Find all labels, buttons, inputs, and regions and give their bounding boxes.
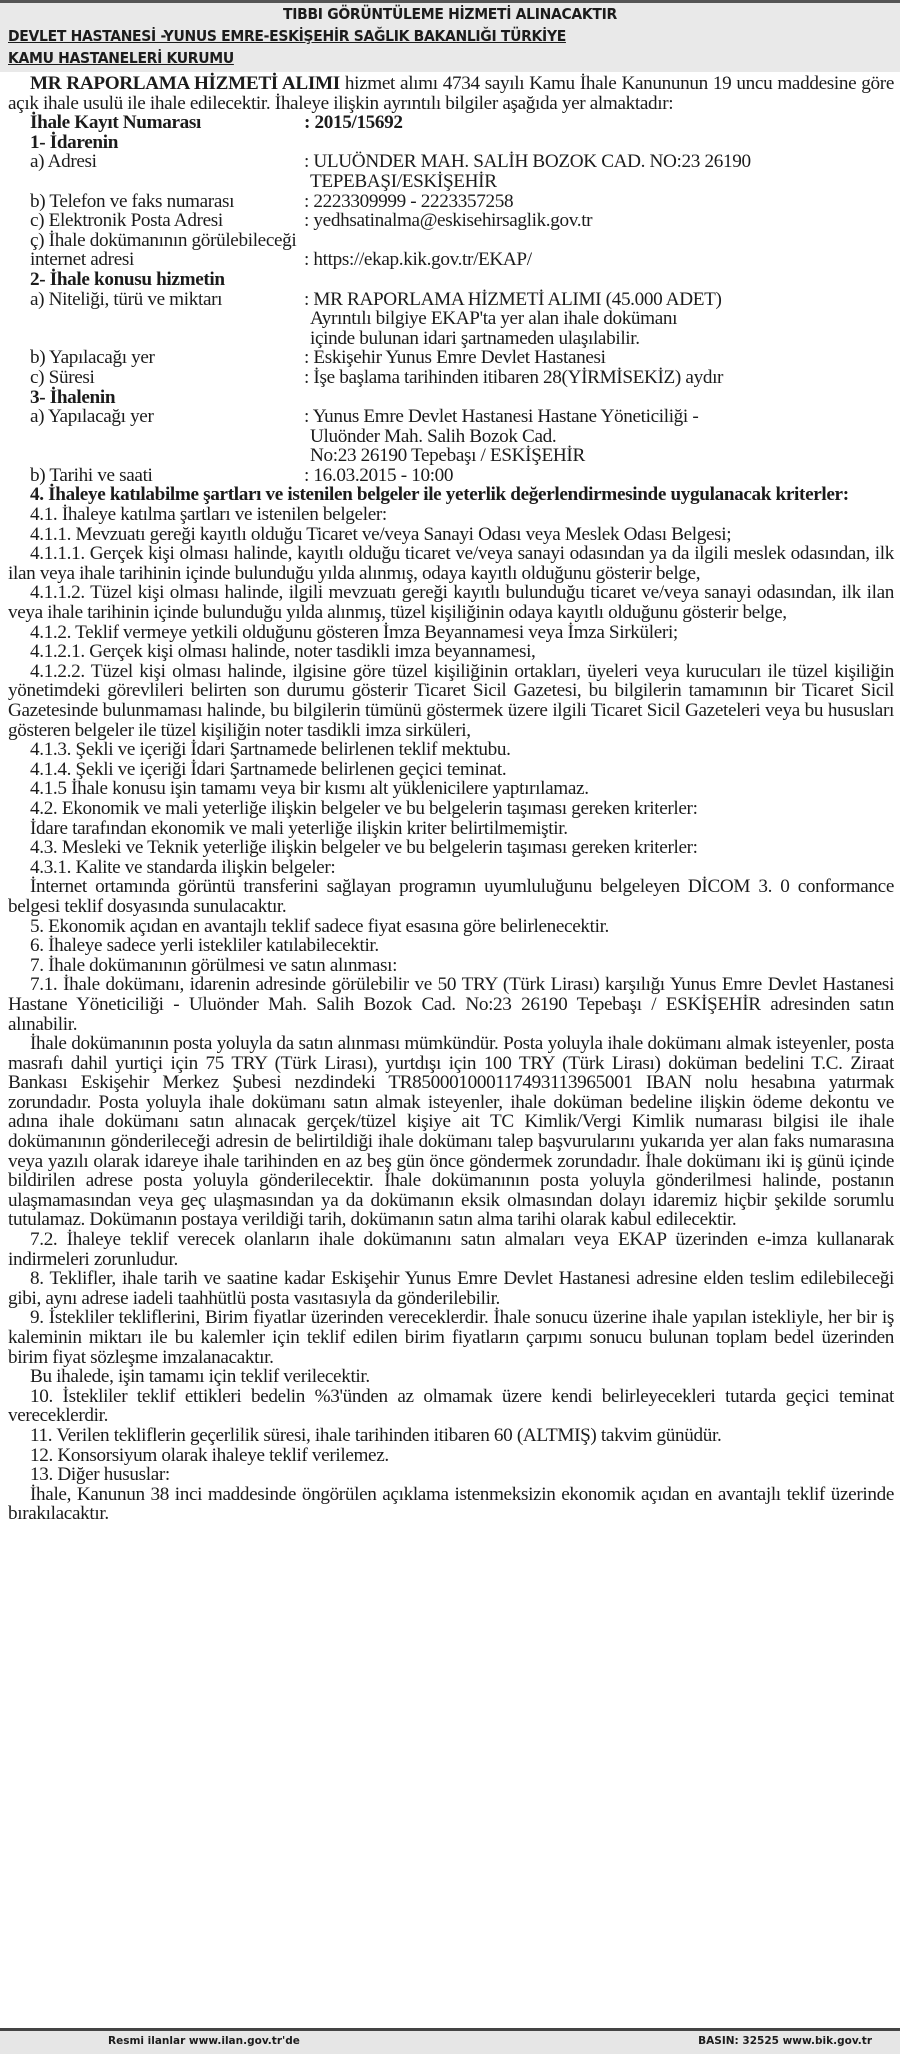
s2-label: c) Süresi (30, 366, 95, 388)
clause-paragraph: 4.1.1.1. Gerçek kişi olması halinde, kayıtlı olduğu ticaret ve/veya sanayi odasından ya da ilgili meslek odasından, ilk ilan veya ihale tarihinin içinde bulunduğu yılda alınmış, odaya kayıtlı olduğunu gösterir belge, (8, 543, 894, 584)
clause-paragraph: 4.1.4. Şekli ve içeriği İdari Şartnamede belirlenen geçici teminat. (30, 758, 507, 780)
intro-bold: MR RAPORLAMA HİZMETİ ALIMI (30, 73, 340, 94)
s1-value: : ULUÖNDER MAH. SALİH BOZOK CAD. NO:23 26190 TEPEBAŞI/ESKİŞEHİR (304, 151, 751, 192)
s3-value: : Yunus Emre Devlet Hastanesi Hastane Yöneticiliği - Uluönder Mah. Salih Bozok Cad. No:23 26190 Tepebaşı / ESKİŞEHİR (304, 406, 699, 467)
clause-paragraph: 8. Teklifler, ihale tarih ve saatine kadar Eskişehir Yunus Emre Devlet Hastanesi adresine elden teslim edilebileceği gibi, aynı adrese iadeli taahhütlü posta vasıtasıyla da gönderilebilir. (8, 1268, 894, 1309)
clause-paragraph: 4.1. İhaleye katılma şartları ve istenilen belgeler: (30, 504, 387, 526)
clause-paragraph: 9. İstekliler tekliflerini, Birim fiyatlar üzerinden vereceklerdir. İhale sonucu üzerine ihale yapılan istekliyle, her bir iş kaleminin miktarı ile bu kalemler için teklif edilen birim fiyatların çarpımı sonucu bulunan toplam bedel üzerinden birim fiyat sözleşme imzalanacaktır. (8, 1307, 894, 1368)
clause-paragraph: 4.1.2. Teklif vermeye yetkili olduğunu gösteren İmza Beyannamesi veya İmza Sirküleri; (30, 621, 678, 643)
s2-label: a) Niteliği, türü ve miktarı (30, 288, 223, 310)
clause-paragraph: 4.1.1. Mevzuatı gereği kayıtlı olduğu Ticaret ve/veya Sanayi Odası veya Meslek Odası Belgesi; (30, 523, 732, 545)
intro-text: hizmet alımı 4734 sayılı Kamu İhale Kanununun 19 uncu maddesine göre açık ihale usulü ile ihale edilecektir. İhaleye ilişkin ayrıntılı bilgiler aşağıda yer almaktadır: (8, 73, 894, 114)
clause-paragraph: 4.1.1.2. Tüzel kişi olması halinde, ilgili mevzuatı gereği kayıtlı bulunduğu ticaret ve/veya sanayi odasından, ilk ilan veya ihale tarihinin içinde bulunduğu yılda alınmış, tüzel kişiliğinin odaya kayıtlı olduğunu gösterir belge, (8, 582, 894, 624)
ekap-link[interactable]: : https://ekap.kik.gov.tr/EKAP/ (304, 249, 532, 271)
s2-value: : İşe başlama tarihinden itibaren 28(YİRMİSEKİZ) aydır (304, 366, 724, 388)
clause-paragraph: 7. İhale dokümanının görülmesi ve satın alınması: (30, 954, 398, 976)
s1-row (8, 192, 894, 212)
s1-label: c) Elektronik Posta Adresi (30, 210, 223, 232)
tender-number-row (8, 113, 894, 133)
clause-paragraph: 4.3.1. Kalite ve standarda ilişkin belgeler: (30, 856, 336, 878)
s1-label: ç) İhale dokümanının görülebileceği (30, 229, 297, 251)
institution-line-2: KAMU HASTANELERİ KURUMU (8, 49, 234, 67)
paragraph-list (8, 505, 894, 1524)
clause-paragraph: 6. İhaleye sadece yerli istekliler katılabilecektir. (30, 935, 379, 957)
clause-paragraph: 5. Ekonomik açıdan en avantajlı teklif sadece fiyat esasına göre belirlenecektir. (30, 915, 610, 937)
footer-bar (0, 2028, 900, 2054)
footer-ilan-link[interactable]: Resmi ilanlar www.ilan.gov.tr'de (108, 2035, 300, 2047)
institution-line-1: DEVLET HASTANESİ -YUNUS EMRE-ESKİŞEHİR SAĞLIK BAKANLIĞI TÜRKİYE (8, 27, 566, 45)
clause-paragraph: 11. Verilen tekliflerin geçerlilik süresi, ihale tarihinden itibaren 60 (ALTMIŞ) takvim günüdür. (30, 1424, 722, 1446)
clause-paragraph: 12. Konsorsiyum olarak ihaleye teklif verilemez. (30, 1444, 389, 1466)
s2-value: : MR RAPORLAMA HİZMETİ ALIMI (45.000 ADET) Ayrıntılı bilgiye EKAP'ta yer alan ihale dokümanı içinde bulunan idari şartnameden ulaşılabilir. (304, 288, 722, 349)
s2-label: b) Yapılacağı yer (30, 347, 155, 369)
tender-number-value: : 2015/15692 (304, 112, 403, 134)
notice-title: TIBBI GÖRÜNTÜLEME HİZMETİ ALINACAKTIR (283, 5, 617, 23)
clause-paragraph: Bu ihalede, işin tamamı için teklif verilecektir. (30, 1366, 370, 1388)
clause-paragraph: 4.1.3. Şekli ve içeriği İdari Şartnamede belirlenen teklif mektubu. (30, 739, 511, 761)
s1-value: : 2223309999 - 2223357258 (304, 190, 514, 212)
s1-row (8, 250, 894, 270)
s1-row (8, 231, 894, 251)
clause-paragraph: 4.1.2.1. Gerçek kişi olması halinde, noter tasdikli imza beyannamesi, (30, 641, 536, 663)
clause-paragraph: 4.3. Mesleki ve Teknik yeterliğe ilişkin belgeler ve bu belgelerin taşıması gereken kriterler: (30, 837, 698, 859)
clause-paragraph: İhale, Kanunun 38 inci maddesinde öngörülen açıklama istenmeksizin ekonomik açıdan en avantajlı teklif üzerinde bırakılacaktır. (8, 1483, 894, 1525)
s1-row (8, 152, 894, 191)
s1-label: a) Adresi (30, 151, 97, 173)
notice-header (0, 0, 900, 72)
s2-value: : Eskişehir Yunus Emre Devlet Hastanesi (304, 347, 606, 369)
clause-paragraph: İhale dokümanının posta yoluyla da satın alınması mümkündür. Posta yoluyla ihale dokümanı almak isteyenler, posta masrafı dahil yurtiçi için 75 TRY (Türk Lirası), yurtdışı için 100 TRY (Türk Lirası) doküman bedelini T.C. Ziraat Bankası Eskişehir Merkez Şubesi nezdindeki TR850001000117493113965001 IBAN nolu hesabına yatırmak zorundadır. Posta yoluyla ihale dokümanı satın almak isteyenler, ihale doküman bedeline ilişkin ödeme dekontu ve adına ihale dokümanı satın alınacak gerçek/tüzel kişiye ait TC Kimlik/Vergi Kimlik numarası bilgisi ile ihale dokümanının gönderileceği adresin de belirtildiği ihale dokümanı talep başvurularını yukarıda yer alan faks numarasına veya yazılı olarak idareye ihale tarihinden en az beş gün önce göndermek zorundadır. İhale dokümanı iki iş günü içinde bildirilen adrese posta yoluyla gönderilecektir. İhale dokümanının posta yoluyla gönderilmesi halinde, postanın ulaşmamasından veya geç ulaşmasından ya da dokümanın eksik olmasından dolayı idaremiz hiçbir şekilde sorumlu tutulamaz. Dokümanın postaya verildiği tarih, dokümanın satın alma tarihi olarak kabul edilecektir. (8, 1033, 894, 1231)
clause-paragraph: 4.1.2.2. Tüzel kişi olması halinde, ilgisine göre tüzel kişiliğinin ortakları, üyeleri veya kurucuları ile tüzel kişiliğin yönetimdeki görevlileri belirten son durumu gösterir Ticaret Sicil Gazetesi, bu bilgilerin tamamının bir Ticaret Sicil Gazetesinde bulunmaması halinde, bu bilgilerin tümünü göstermek üzere ilgili Ticaret Sicil Gazeteleri veya bu hususları gösteren belgeler ile tüzel kişiliğin noter tasdikli imza sirküleri, (8, 660, 894, 741)
clause-paragraph: İnternet ortamında görüntü transferini sağlayan programın uyumluluğunu belgeleyen DİCOM 3. 0 conformance belgesi teklif dosyasında sunulacaktır. (8, 876, 894, 917)
clause-paragraph: 4.2. Ekonomik ve mali yeterliğe ilişkin belgeler ve bu belgelerin taşıması gereken kriterler: (30, 797, 698, 819)
s3-value: : 16.03.2015 - 10:00 (304, 464, 454, 486)
s3-label: a) Yapılacağı yer (30, 406, 154, 428)
s2-row (8, 348, 894, 368)
clause-paragraph: 7.1. İhale dokümanı, idarenin adresinde görülebilir ve 50 TRY (Türk Lirası) karşılığı Yunus Emre Devlet Hastanesi Hastane Yöneticiliği - Uluönder Mah. Salih Bozok Cad. No:23 26190 Tepebaşı / ESKİŞEHİR adresinden satın alınabilir. (8, 974, 894, 1035)
notice-body (8, 74, 894, 1524)
s2-row (8, 368, 894, 388)
section-2-title: 2- İhale konusu hizmetin (30, 268, 225, 290)
clause-paragraph: 10. İstekliler teklif ettikleri bedelin %3'ünden az olmamak üzere kendi belirleyecekleri tutarda geçici teminat vereceklerdir. (8, 1385, 894, 1427)
clause-paragraph: 4.1.5 İhale konusu işin tamamı veya bir kısmı alt yüklenicilere yaptırılamaz. (30, 778, 589, 800)
section-4-title: 4. İhaleye katılabilme şartları ve istenilen belgeler ile yeterlik değerlendirmesinde uygulanacak kriterler: (30, 484, 849, 506)
s2-row (8, 290, 894, 349)
s1-row (8, 211, 894, 231)
clause-paragraph: 7.2. İhaleye teklif verecek olanların ihale dokümanını satın almaları veya EKAP üzerinden e-imza kullanarak indirmeleri zorunludur. (8, 1229, 894, 1270)
s3-label: b) Tarihi ve saati (30, 464, 153, 486)
s3-row (8, 466, 894, 486)
tender-number-label: İhale Kayıt Numarası (30, 112, 202, 134)
clause-paragraph: 13. Diğer hususlar: (30, 1464, 170, 1486)
email-link[interactable]: : yedhsatinalma@eskisehirsaglik.gov.tr (304, 210, 593, 232)
section-3-title: 3- İhalenin (30, 386, 116, 408)
s3-row (8, 407, 894, 466)
section-1-title: 1- İdarenin (30, 131, 119, 153)
footer-basin-info: BASIN: 32525 www.bik.gov.tr (698, 2035, 872, 2047)
s1-label: b) Telefon ve faks numarası (30, 190, 235, 212)
clause-paragraph: İdare tarafından ekonomik ve mali yeterliğe ilişkin kriter belirtilmemiştir. (30, 817, 568, 839)
intro-paragraph (8, 74, 894, 113)
s1-label: internet adresi (30, 249, 134, 271)
